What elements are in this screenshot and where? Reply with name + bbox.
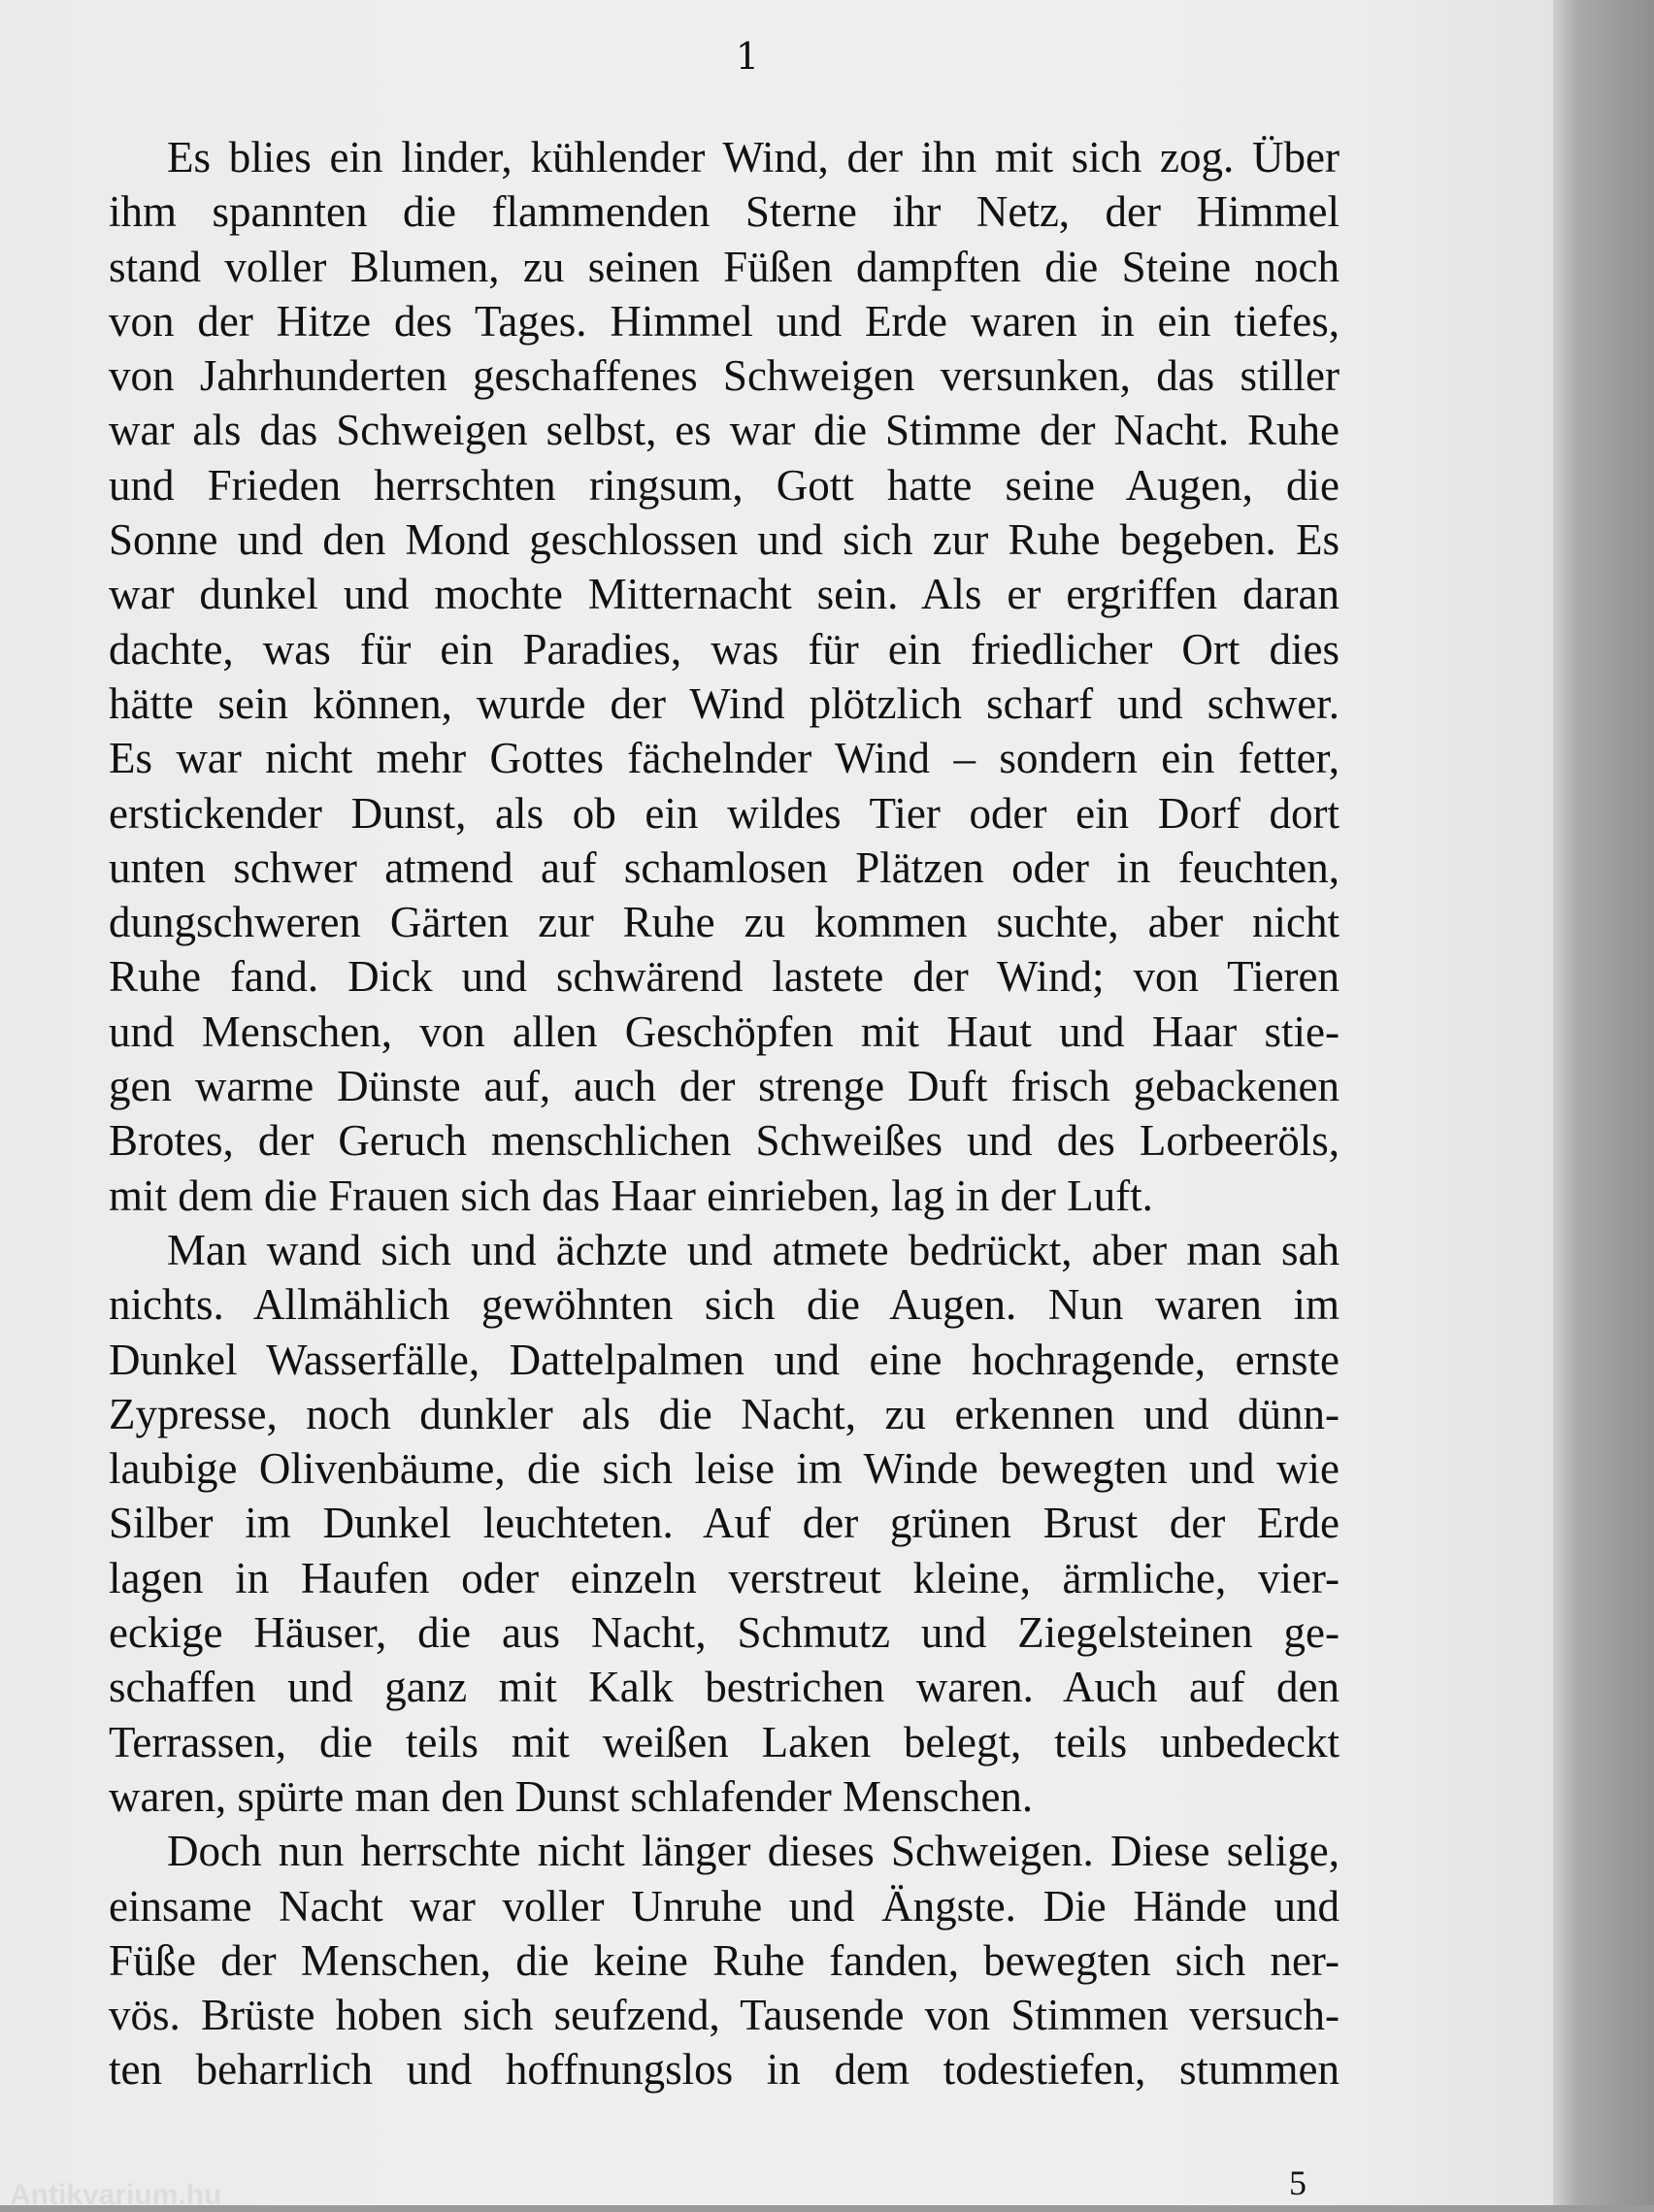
text-line: ihm spannten die flammenden Sterne ihr Netz, der Himmel <box>109 187 1340 237</box>
text-line: Dunkel Wasserfälle, Dattelpalmen und eine hochragende, ernste <box>109 1335 1340 1384</box>
text-line: Füße der Menschen, die keine Ruhe fanden, bewegten sich ner- <box>109 1935 1340 1985</box>
chapter-number: 1 <box>735 35 760 78</box>
text-line: laubige Olivenbäume, die sich leise im Winde bewegten und wie <box>109 1444 1340 1494</box>
text-line: ten beharrlich und hoffnungslos in dem todestiefen, stummen <box>109 2045 1340 2095</box>
text-line: und Menschen, von allen Geschöpfen mit Haut und Haar stie- <box>109 1007 1340 1056</box>
text-line: Ruhe fand. Dick und schwärend lastete der Wind; von Tieren <box>109 952 1340 1002</box>
text-line: Terrassen, die teils mit weißen Laken belegt, teils unbedeckt <box>109 1717 1340 1766</box>
text-line: war dunkel und mochte Mitternacht sein. Als er ergriffen daran <box>109 570 1340 619</box>
text-line: hätte sein können, wurde der Wind plötzlich scharf und schwer. <box>109 678 1340 728</box>
text-line: dachte, was für ein Paradies, was für ein friedlicher Ort dies <box>109 624 1340 674</box>
text-line: Zypresse, noch dunkler als die Nacht, zu erkennen und dünn- <box>109 1389 1340 1438</box>
text-line: dungschweren Gärten zur Ruhe zu kommen suchte, aber nicht <box>109 898 1340 947</box>
text-line: Silber im Dunkel leuchteten. Auf der grünen Brust der Erde <box>109 1499 1340 1548</box>
text-line: stand voller Blumen, zu seinen Füßen dampften die Steine noch <box>109 242 1340 291</box>
text-line: nichts. Allmählich gewöhnten sich die Augen. Nun waren im <box>109 1280 1340 1330</box>
text-line: waren, spürte man den Dunst schlafender Menschen. <box>109 1771 1034 1821</box>
text-line: Es war nicht mehr Gottes fächelnder Wind – sondern ein fetter, <box>109 734 1340 783</box>
text-line: vös. Brüste hoben sich seufzend, Tausende von Stimmen versuch- <box>109 1991 1340 2040</box>
text-line: erstickender Dunst, als ob ein wildes Tier oder ein Dorf dort <box>109 788 1340 838</box>
text-line: lagen in Haufen oder einzeln verstreut kleine, ärmliche, vier- <box>109 1553 1340 1602</box>
paragraph <box>109 1223 1340 1824</box>
watermark: Antikvarium.hu <box>10 2179 222 2211</box>
text-line: mit dem die Frauen sich das Haar einrieben, lag in der Luft. <box>109 1171 1153 1220</box>
text-line: Doch nun herrschte nicht länger dieses Schweigen. Diese selige, <box>167 1827 1340 1876</box>
text-line: einsame Nacht war voller Unruhe und Ängste. Die Hände und <box>109 1881 1340 1931</box>
text-line: unten schwer atmend auf schamlosen Plätzen oder in feuchten, <box>109 842 1340 892</box>
text-line: schaffen und ganz mit Kalk bestrichen waren. Auch auf den <box>109 1663 1340 1712</box>
text-line: Es blies ein linder, kühlender Wind, der ihn mit sich zog. Über <box>167 133 1340 182</box>
text-line: eckige Häuser, die aus Nacht, Schmutz und Ziegelsteinen ge- <box>109 1608 1340 1658</box>
page-number: 5 <box>1289 2163 1307 2202</box>
text-line: von Jahrhunderten geschaffenes Schweigen versunken, das stiller <box>109 351 1340 401</box>
paragraph <box>109 130 1340 1223</box>
text-line: war als das Schweigen selbst, es war die Stimme der Nacht. Ruhe <box>109 406 1340 455</box>
body-text <box>109 130 1340 2097</box>
page-edge-shadow <box>1553 0 1654 2205</box>
text-line: von der Hitze des Tages. Himmel und Erde waren in ein tiefes, <box>109 296 1340 346</box>
text-line: Man wand sich und ächzte und atmete bedrückt, aber man sah <box>167 1225 1340 1274</box>
text-line: gen warme Dünste auf, auch der strenge Duft frisch gebackenen <box>109 1062 1340 1111</box>
facing-page-show-through <box>1349 49 1557 1825</box>
text-line: und Frieden herrschten ringsum, Gott hatte seine Augen, die <box>109 460 1340 510</box>
text-line: Brotes, der Geruch menschlichen Schweißes und des Lorbeeröls, <box>109 1116 1340 1166</box>
paragraph <box>109 1824 1340 2096</box>
text-line: Sonne und den Mond geschlossen und sich zur Ruhe begeben. Es <box>109 515 1340 565</box>
